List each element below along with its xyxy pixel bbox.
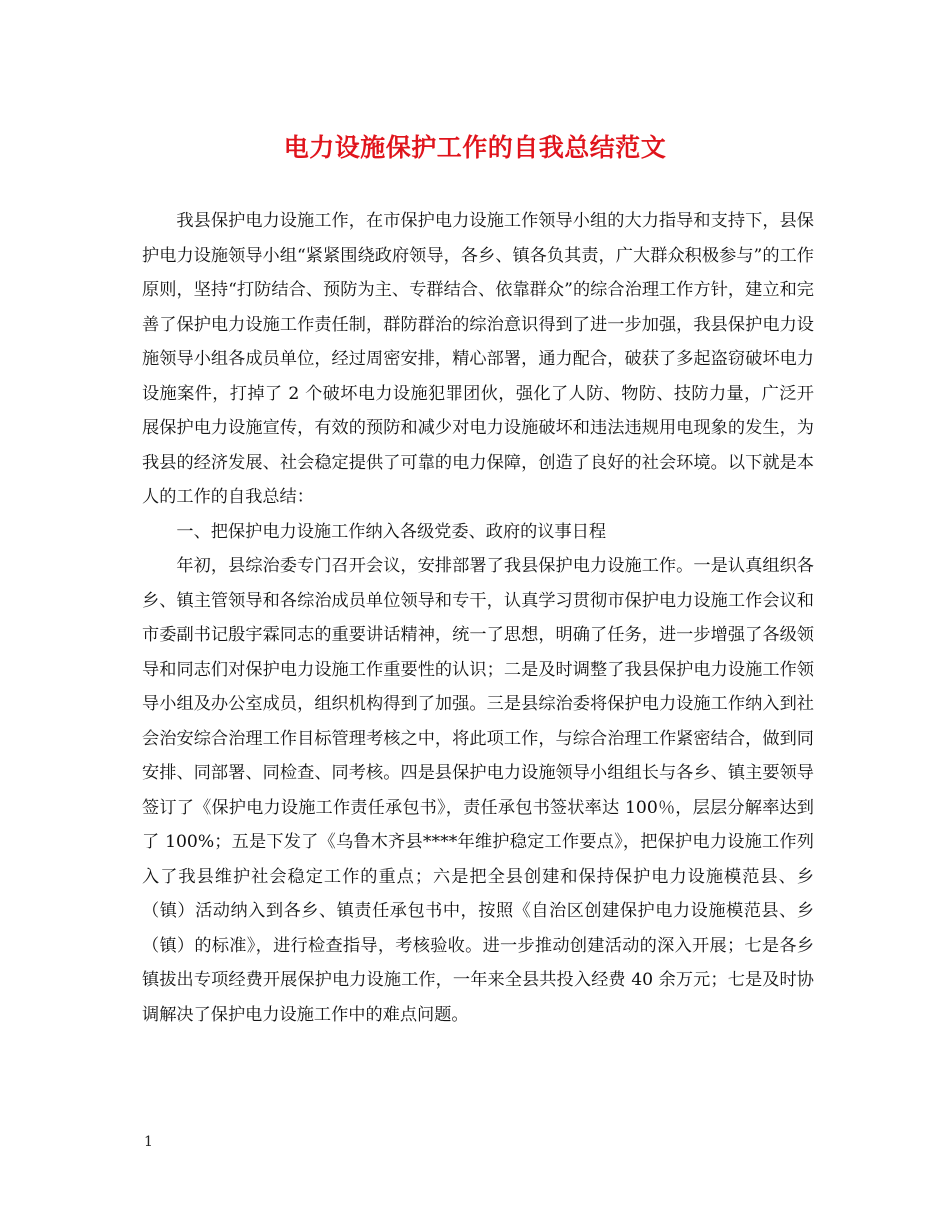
paragraph-intro: 我县保护电力设施工作，在市保护电力设施工作领导小组的大力指导和支持下，县保护电力设施领导小组“紧紧围绕政府领导，各乡、镇各负其责，广大群众积极参与”的工作原则，坚持“打防结合、预防为主、专群结合、依靠群众”的综合治理工作方针，建立和完善了保护电力设施工作责任制，群防群治的综治意识得到了进一步加强，我县保护电力设施领导小组各成员单位，经过周密安排，精心部署，通力配合，破获了多起盗窃破坏电力设施案件，打掉了 2 个破坏电力设施犯罪团伙，强化了人防、物防、技防力量，广泛开展保护电力设施宣传，有效的预防和减少对电力设施破坏和违法违规用电现象的发生，为我县的经济发展、社会稳定提供了可靠的电力保障，创造了良好的社会环境。以下就是本人的工作的自我总结： [142,211,814,507]
document-body [142,204,814,1032]
document-title: 电力设施保护工作的自我总结范文 [283,133,667,162]
section-heading-1: 一、把保护电力设施工作纳入各级党委、政府的议事日程 [176,521,607,542]
paragraph-section-1: 年初，县综治委专门召开会议，安排部署了我县保护电力设施工作。一是认真组织各乡、镇主管领导和各综治成员单位领导和专干，认真学习贯彻市保护电力设施工作会议和市委副书记殷宇霖同志的重要讲话精神，统一了思想，明确了任务，进一步增强了各级领导和同志们对保护电力设施工作重要性的认识；二是及时调整了我县保护电力设施工作领导小组及办公室成员，组织机构得到了加强。三是县综治委将保护电力设施工作纳入到社会治安综合治理工作目标管理考核之中，将此项工作，与综合治理工作紧密结合，做到同安排、同部署、同检查、同考核。四是县保护电力设施领导小组组长与各乡、镇主要领导签订了《保护电力设施工作责任承包书》，责任承包书签状率达 100％，层层分解率达到了 100%；五是下发了《乌鲁木齐县****年维护稳定工作要点》，把保护电力设施工作列入了我县维护社会稳定工作的重点；六是把全县创建和保持保护电力设施模范县、乡（镇）活动纳入到各乡、镇责任承包书中，按照《自治区创建保护电力设施模范县、乡（镇）的标准》，进行检查指导，考核验收。进一步推动创建活动的深入开展；七是各乡镇拔出专项经费开展保护电力设施工作，一年来全县共投入经费 40 余万元；七是及时协调解决了保护电力设施工作中的难点问题。 [142,556,814,1025]
page-number: 1 [144,1134,153,1150]
